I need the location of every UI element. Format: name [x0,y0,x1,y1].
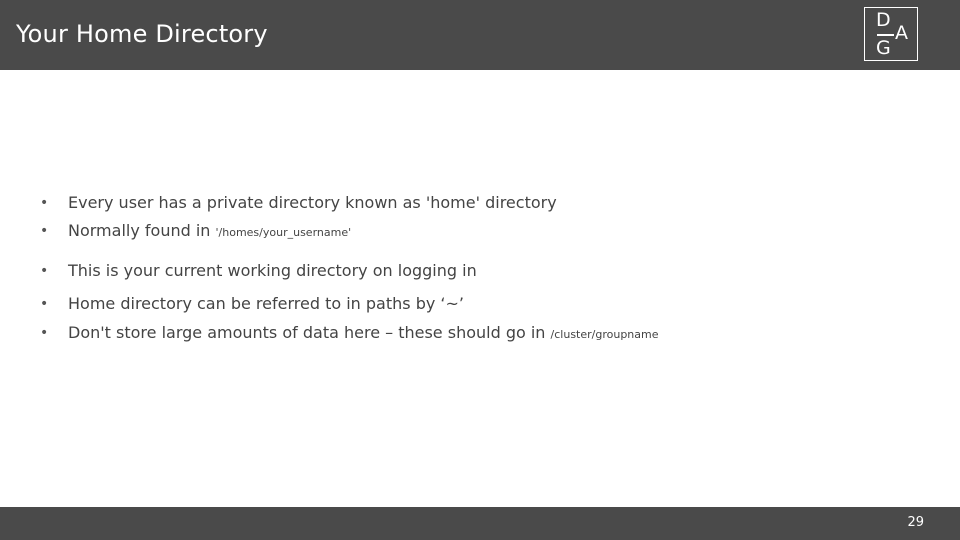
slide-title: Your Home Directory [16,20,268,48]
path-cluster: /cluster/groupname [550,328,659,341]
bullet-text: Every user has a private directory known as 'home' directory [68,193,557,212]
bullet-text: Don't store large amounts of data here – these should go in /cluster/groupname [68,323,659,342]
bullet-marker: • [40,195,49,211]
logo-letter-g: G [876,37,891,59]
bullet-text: Normally found in '/homes/your_username' [68,221,352,240]
bullet-text: Home directory can be referred to in paths by ‘~’ [68,294,464,313]
page-number: 29 [907,515,924,530]
bullet-marker: • [40,263,49,279]
bullet-marker: • [40,325,49,341]
footer-bar [0,507,960,540]
bullet-text: This is your current working directory on logging in [68,261,477,280]
path-home: '/homes/your_username' [215,226,352,239]
bullet-marker: • [40,296,49,312]
bullet-marker: • [40,223,49,239]
logo-letter-a: A [895,22,908,44]
logo-letter-d: D [876,9,891,31]
